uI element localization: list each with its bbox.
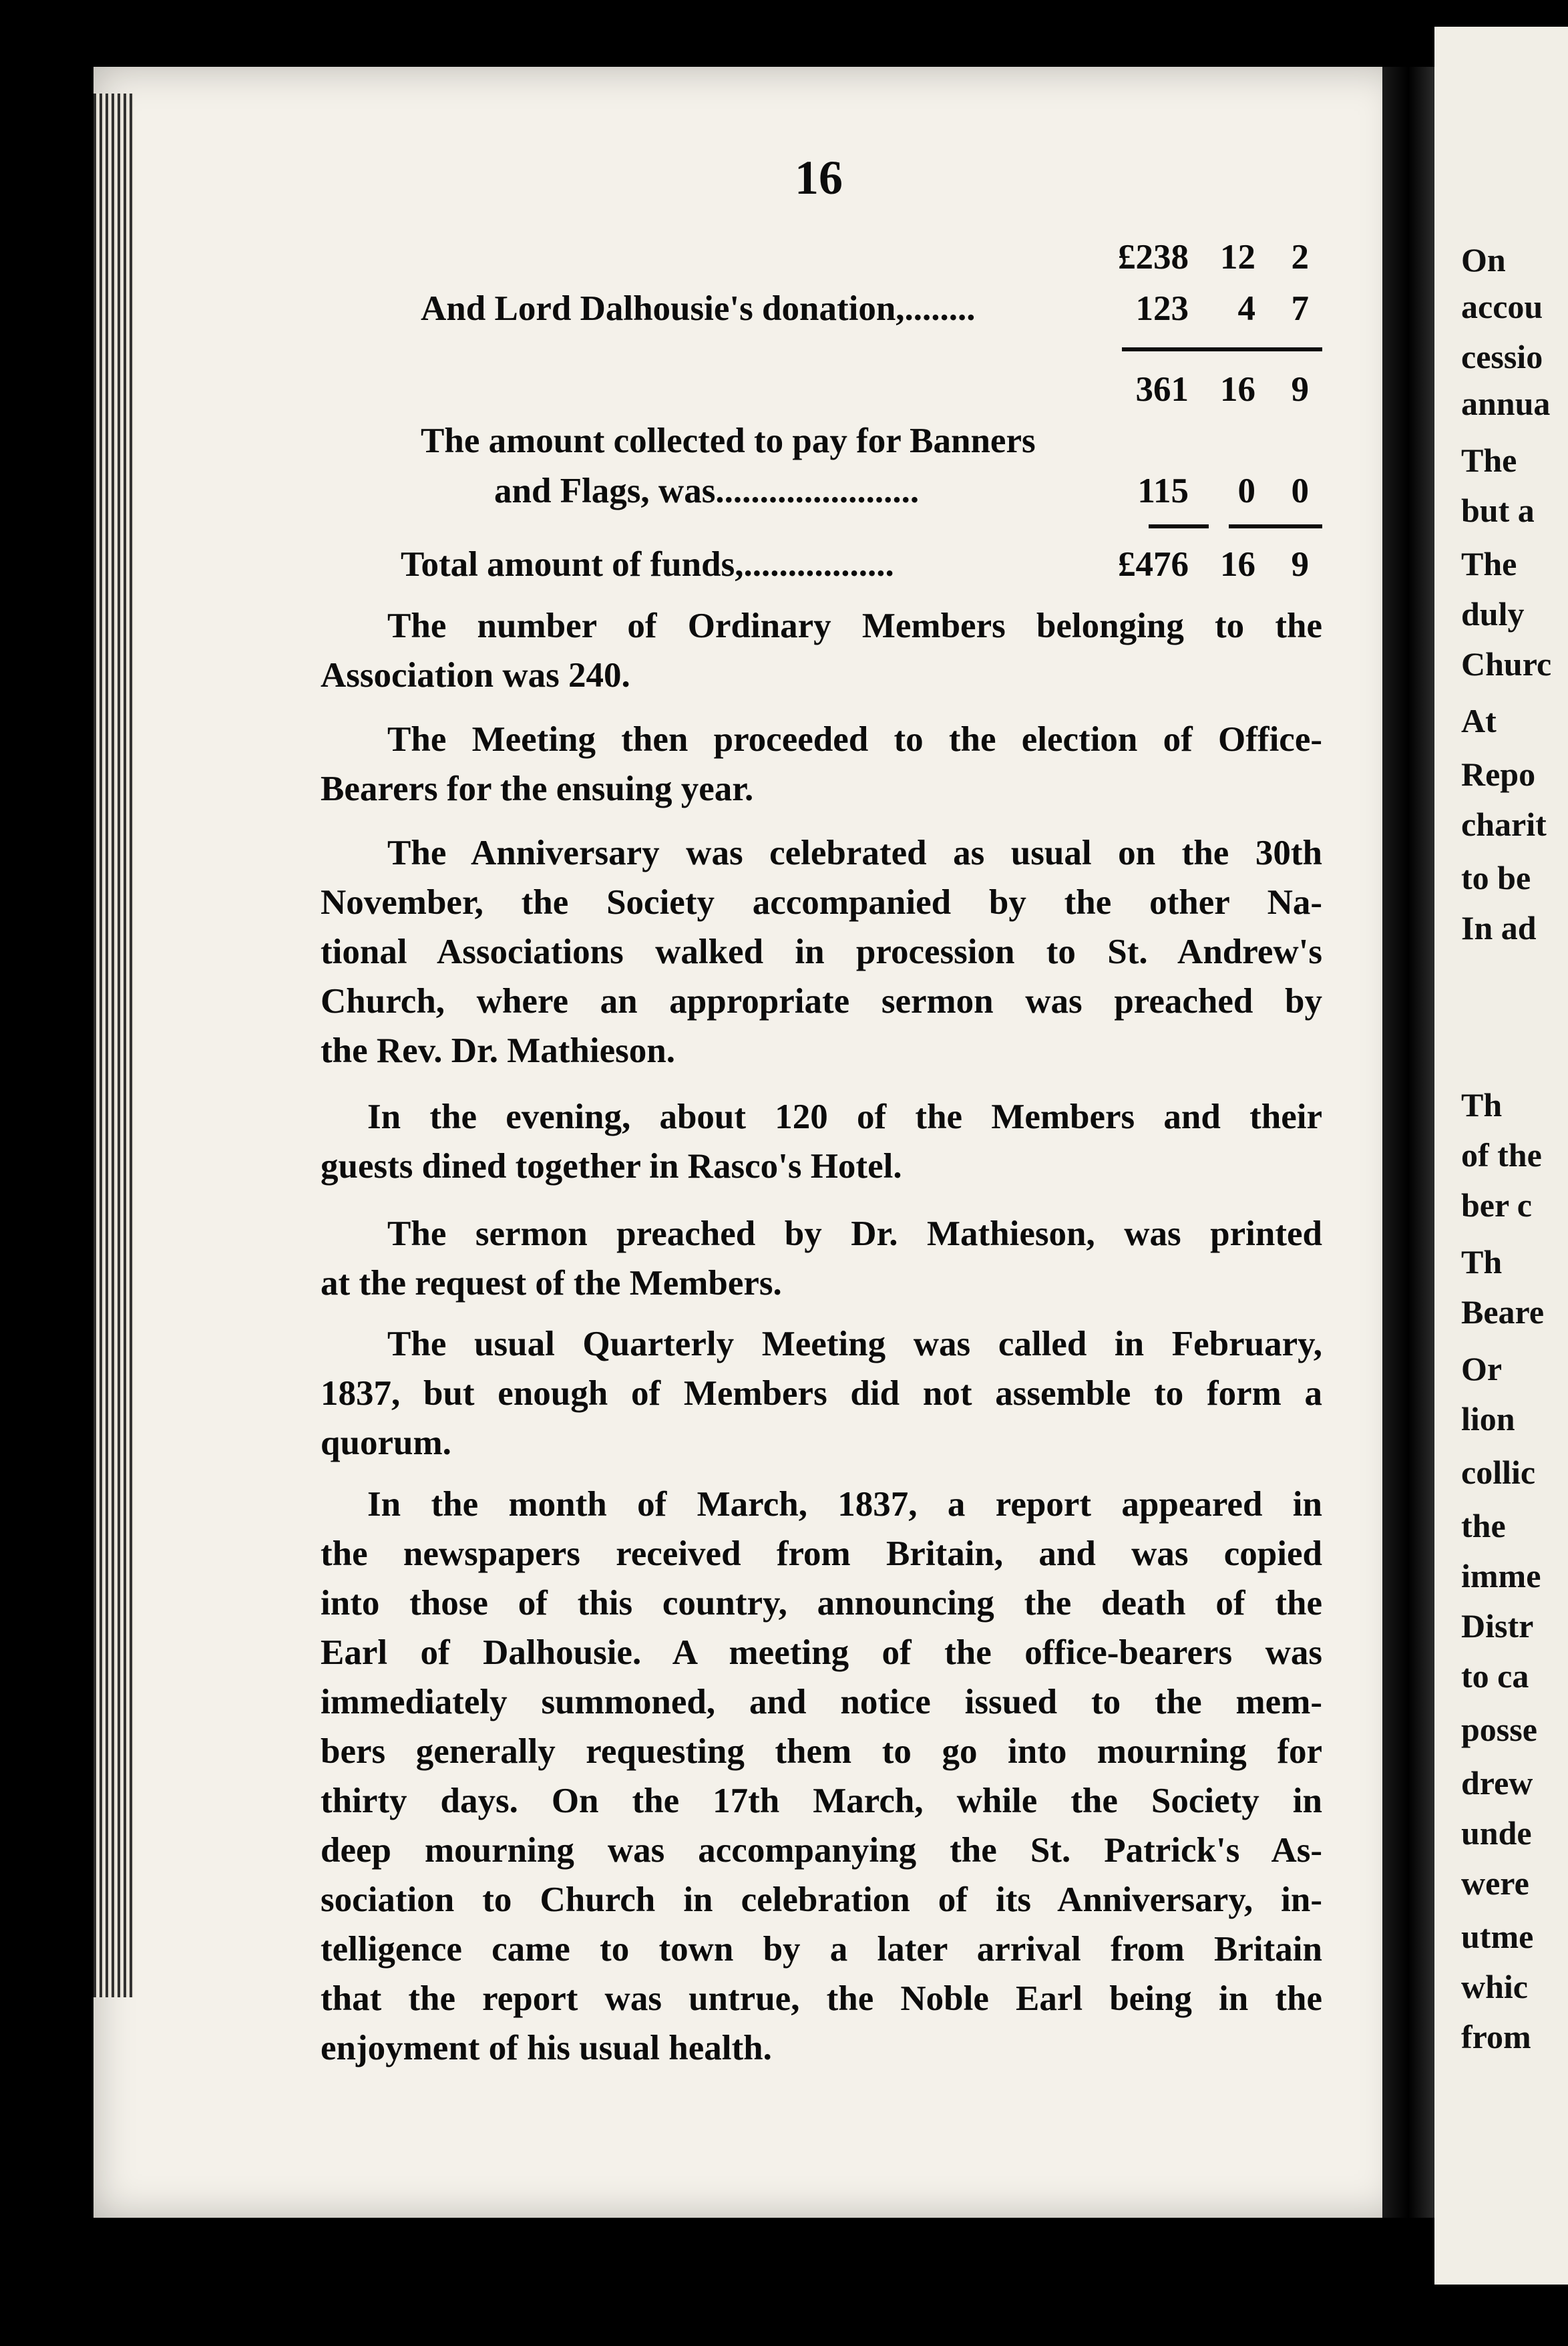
facing-page-text-fragment: but a xyxy=(1461,492,1535,529)
ledger-pounds: £238 xyxy=(1118,238,1189,277)
text-line: In the month of March, 1837, a report appeared in xyxy=(367,1485,1322,1524)
text-line: Association was 240. xyxy=(321,656,630,695)
page-stack-edge xyxy=(93,94,134,1997)
text-line: telligence came to town by a later arrival from Britain xyxy=(321,1930,1322,1969)
facing-page-text-fragment: drew xyxy=(1461,1764,1533,1802)
text-line: bers generally requesting them to go into mourning for xyxy=(321,1732,1322,1771)
text-line: immediately summoned, and notice issued to the mem- xyxy=(321,1683,1322,1721)
text-line: The usual Quarterly Meeting was called in February, xyxy=(387,1325,1322,1363)
ledger-label: The amount collected to pay for Banners xyxy=(421,422,1036,460)
ledger-pence: 0 xyxy=(1291,472,1309,510)
ledger-row-banners-line1 xyxy=(321,421,1322,470)
ledger-pounds: 361 xyxy=(1135,370,1189,409)
ledger-pence: 7 xyxy=(1291,289,1309,328)
sum-rule-3 xyxy=(1229,524,1322,528)
text-line: November, the Society accompanied by the other Na- xyxy=(321,883,1322,922)
text-line: guests dined together in Rasco's Hotel. xyxy=(321,1147,902,1186)
page-number: 16 xyxy=(795,151,843,204)
text-line: enjoyment of his usual health. xyxy=(321,2029,772,2067)
facing-page-text-fragment: At xyxy=(1461,702,1497,739)
facing-page-text-fragment: imme xyxy=(1461,1557,1541,1595)
sum-rule-2 xyxy=(1149,524,1209,528)
ledger-pence: 2 xyxy=(1291,238,1309,277)
ledger-shillings: 0 xyxy=(1237,472,1255,510)
facing-page-text-fragment: Th xyxy=(1461,1086,1503,1124)
facing-page-text-fragment: Beare xyxy=(1461,1293,1545,1331)
ledger-shillings: 16 xyxy=(1220,370,1255,409)
facing-page-text-fragment: Th xyxy=(1461,1243,1503,1281)
facing-page-text-fragment: to be xyxy=(1461,859,1531,896)
ledger-shillings: 12 xyxy=(1220,238,1255,277)
text-line: into those of this country, announcing the death of the xyxy=(321,1584,1322,1623)
facing-page-text-fragment: duly xyxy=(1461,595,1525,633)
paragraph-evening-dinner xyxy=(321,1092,1322,1191)
facing-page-text-fragment: lion xyxy=(1461,1400,1515,1438)
facing-page-text-fragment: Churc xyxy=(1461,645,1552,683)
ledger-label: And Lord Dalhousie's donation,........ xyxy=(421,289,976,328)
facing-page-text-fragment: unde xyxy=(1461,1814,1532,1852)
facing-page-text-fragment: posse xyxy=(1461,1711,1537,1748)
facing-page-text-fragment: The xyxy=(1461,442,1517,479)
text-line: Earl of Dalhousie. A meeting of the office-bearers was xyxy=(321,1633,1322,1672)
text-line: The Anniversary was celebrated as usual on the 30th xyxy=(387,834,1322,872)
text-line: The Meeting then proceeded to the election of Office- xyxy=(387,720,1322,759)
facing-page-text-fragment: ber c xyxy=(1461,1186,1532,1224)
facing-page-text-fragment: charit xyxy=(1461,806,1547,843)
text-line: quorum. xyxy=(321,1423,451,1462)
facing-page-text-fragment: Repo xyxy=(1461,756,1536,793)
ledger-row-banners-line2 xyxy=(321,471,1322,520)
facing-page-text-fragment: of the xyxy=(1461,1136,1542,1174)
facing-page-text-fragment: On xyxy=(1461,241,1506,279)
facing-page-text-fragment: Distr xyxy=(1461,1607,1534,1645)
facing-page-text-fragment: to ca xyxy=(1461,1657,1529,1695)
ledger-pence: 9 xyxy=(1291,370,1309,409)
facing-page-text-fragment: Or xyxy=(1461,1350,1503,1387)
paragraph-election xyxy=(321,715,1322,814)
text-line: deep mourning was accompanying the St. Patrick's As- xyxy=(321,1831,1322,1870)
paragraph-quarterly-meeting xyxy=(321,1319,1322,1468)
text-line: tional Associations walked in procession to St. Andrew's xyxy=(321,933,1322,971)
facing-page-text-fragment: cessio xyxy=(1461,338,1543,375)
ledger-row-subtotal-1 xyxy=(321,237,1322,287)
text-line: The number of Ordinary Members belonging to the xyxy=(387,607,1322,645)
text-line: sociation to Church in celebration of its Anniversary, in- xyxy=(321,1880,1322,1919)
facing-page-text-fragment: collic xyxy=(1461,1454,1536,1491)
text-line: the newspapers received from Britain, and was copied xyxy=(321,1534,1322,1573)
ledger-shillings: 16 xyxy=(1220,545,1255,584)
ledger-label: Total amount of funds,................. xyxy=(401,545,894,584)
facing-page-text-fragment: In ad xyxy=(1461,909,1537,947)
paragraph-dalhousie-report xyxy=(321,1480,1322,2073)
text-line: at the request of the Members. xyxy=(321,1264,782,1303)
ledger-pence: 9 xyxy=(1291,545,1309,584)
facing-page-text-fragment: the xyxy=(1461,1507,1506,1544)
text-line: The sermon preached by Dr. Mathieson, was printed xyxy=(387,1214,1322,1253)
facing-page-text-fragment: The xyxy=(1461,545,1517,582)
ledger-row-subtotal-2 xyxy=(321,369,1322,419)
text-line: that the report was untrue, the Noble Earl being in the xyxy=(321,1979,1322,2018)
text-line: Church, where an appropriate sermon was preached by xyxy=(321,982,1322,1021)
facing-page-text-fragment: accou xyxy=(1461,288,1543,325)
text-line: thirty days. On the 17th March, while the Society in xyxy=(321,1782,1322,1820)
facing-page-text-fragment: whic xyxy=(1461,1968,1528,2005)
ledger-pounds: 123 xyxy=(1135,289,1189,328)
ledger-shillings: 4 xyxy=(1237,289,1255,328)
sum-rule-1 xyxy=(1122,347,1322,351)
text-line: 1837, but enough of Members did not assemble to form a xyxy=(321,1374,1322,1413)
ledger-pounds: 115 xyxy=(1137,472,1189,510)
ledger-label: and Flags, was....................... xyxy=(494,472,920,510)
facing-page-text-fragment: from xyxy=(1461,2018,1531,2055)
ledger-row-donation xyxy=(321,289,1322,338)
text-line: In the evening, about 120 of the Members and their xyxy=(367,1098,1322,1136)
facing-page-fragment xyxy=(1434,27,1568,2285)
facing-page-text-fragment: annua xyxy=(1461,385,1551,422)
ledger-row-total xyxy=(321,544,1322,594)
paragraph-anniversary xyxy=(321,828,1322,1075)
book-gutter xyxy=(1382,67,1434,2218)
text-line: Bearers for the ensuing year. xyxy=(321,770,754,808)
ledger-pounds: £476 xyxy=(1118,545,1189,584)
facing-page-text-fragment: utme xyxy=(1461,1918,1534,1955)
paragraph-sermon-printed xyxy=(321,1209,1322,1308)
paragraph-ordinary-members xyxy=(321,601,1322,700)
facing-page-text-fragment: were xyxy=(1461,1864,1529,1902)
text-line: the Rev. Dr. Mathieson. xyxy=(321,1031,675,1070)
